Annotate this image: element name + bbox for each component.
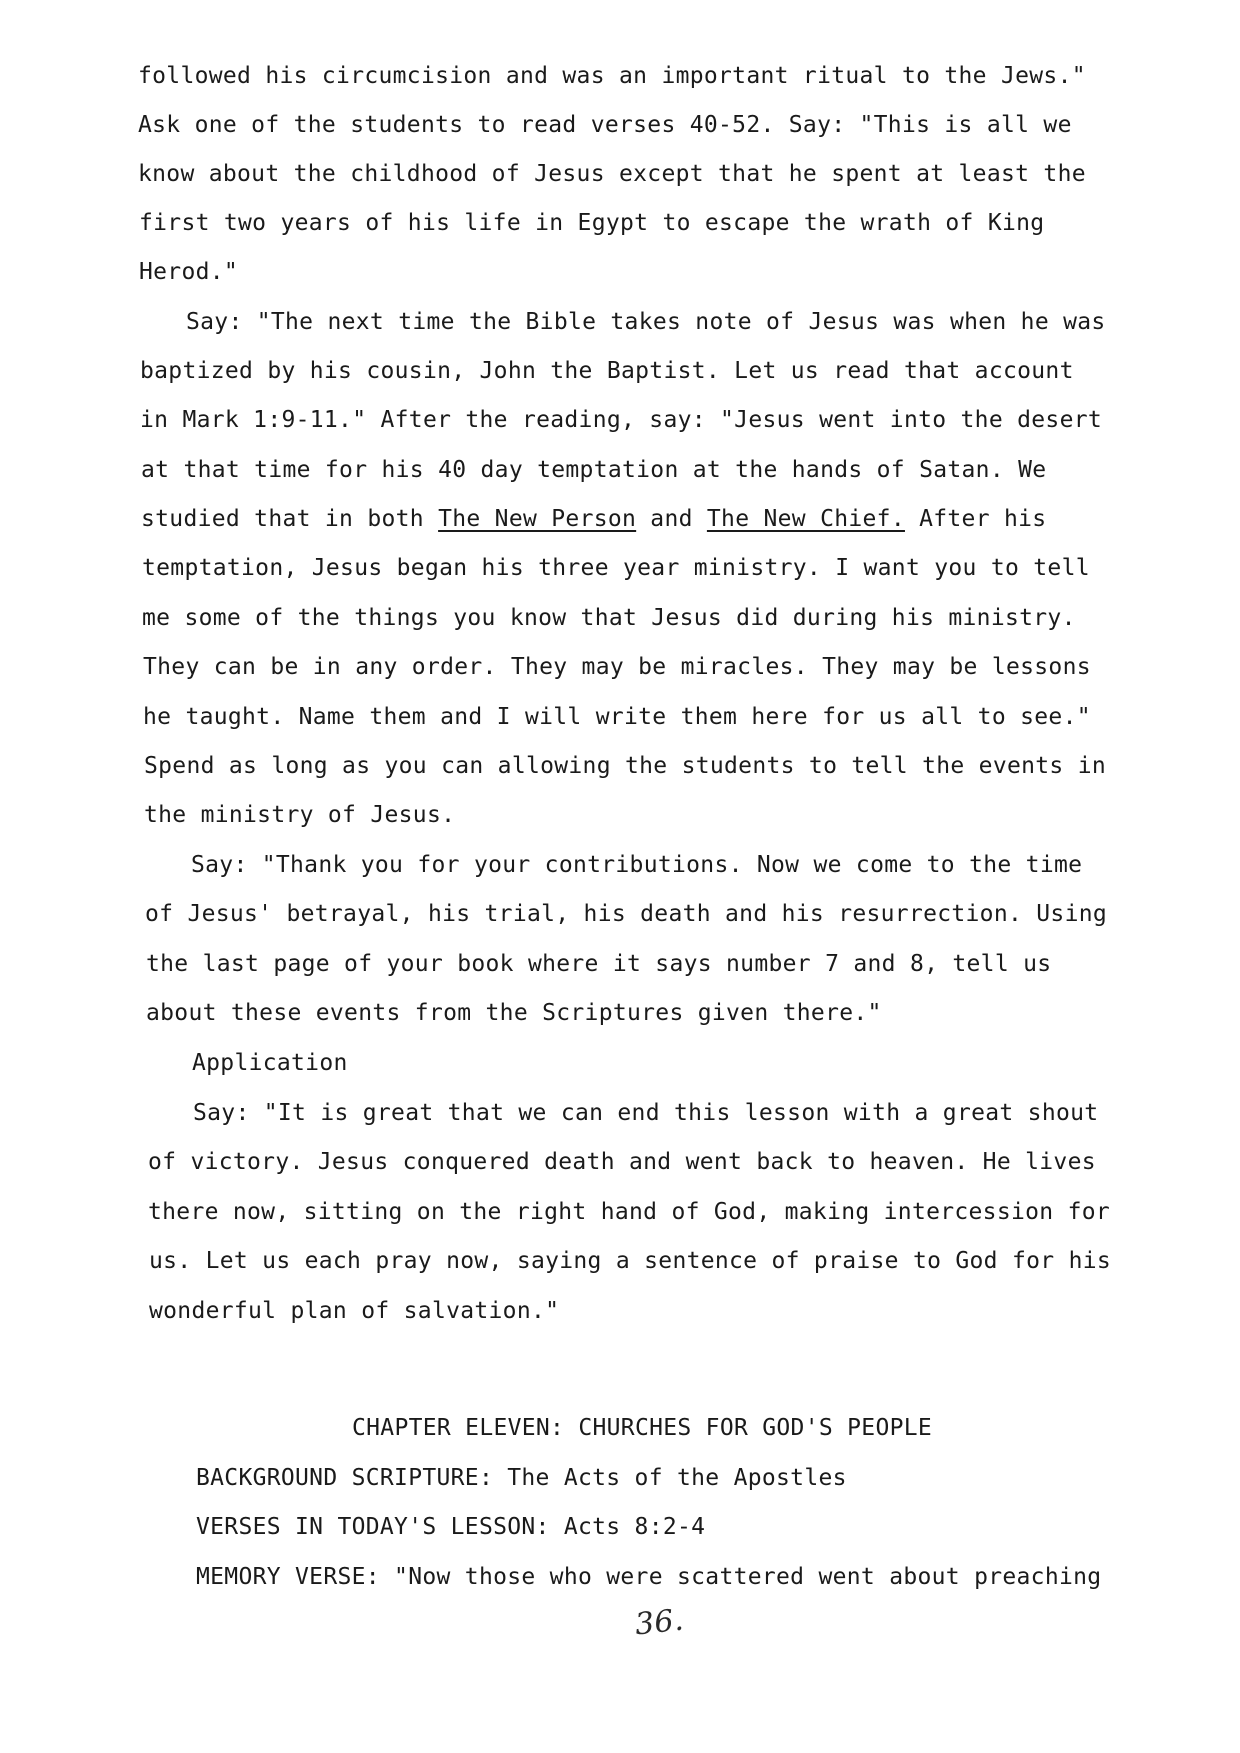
text-line: Ask one of the students to read verses 40-52. Say: "This is all we — [138, 112, 1072, 138]
background-scripture: BACKGROUND SCRIPTURE: The Acts of the Apostles — [196, 1465, 847, 1491]
section-heading-application: Application — [192, 1050, 348, 1076]
text-line: in Mark 1:9-11." After the reading, say: "Jesus went into the desert — [140, 407, 1103, 433]
text-line: temptation, Jesus began his three year ministry. I want you to tell — [142, 555, 1090, 581]
text-line: at that time for his 40 day temptation at the hands of Satan. We — [141, 457, 1047, 483]
memory-verse: MEMORY VERSE: "Now those who were scattered went about preaching — [196, 1564, 1102, 1590]
text-line: me some of the things you know that Jesus did during his ministry. — [142, 605, 1076, 631]
text-segment: and — [636, 506, 707, 532]
text-line: the ministry of Jesus. — [144, 802, 456, 828]
text-line: of victory. Jesus conquered death and went back to heaven. He lives — [148, 1149, 1096, 1175]
text-line: Say: "Thank you for your contributions. Now we come to the time — [191, 852, 1083, 878]
text-line: Say: "It is great that we can end this lesson with a great shout — [193, 1100, 1099, 1126]
text-line: Herod." — [139, 259, 239, 285]
verses-in-lesson: VERSES IN TODAY'S LESSON: Acts 8:2-4 — [196, 1514, 706, 1540]
text-line: about these events from the Scriptures given there." — [146, 1000, 882, 1026]
text-line: of Jesus' betrayal, his trial, his death and his resurrection. Using — [145, 901, 1108, 927]
text-line: first two years of his life in Egypt to escape the wrath of King — [139, 210, 1045, 236]
text-line: us. Let us each pray now, saying a sentence of praise to God for his — [149, 1248, 1112, 1274]
text-line: Spend as long as you can allowing the students to tell the events in — [144, 753, 1107, 779]
text-line: followed his circumcision and was an important ritual to the Jews." — [138, 63, 1086, 89]
text-line: he taught. Name them and I will write them here for us all to see." — [143, 704, 1091, 730]
text-line: Say: "The next time the Bible takes note of Jesus was when he was — [186, 309, 1106, 335]
text-line: baptized by his cousin, John the Baptist. Let us read that account — [140, 358, 1074, 384]
page-number: 36. — [633, 1602, 686, 1643]
text-line: know about the childhood of Jesus except that he spent at least the — [138, 161, 1086, 187]
text-segment: After his — [904, 506, 1047, 532]
text-line: wonderful plan of salvation." — [149, 1298, 560, 1324]
text-segment: studied that in both — [141, 506, 439, 532]
book-title-new-chief: The New Chief. — [706, 506, 905, 532]
text-line — [141, 505, 1046, 533]
book-title-new-person: The New Person — [438, 506, 637, 532]
text-line: They can be in any order. They may be miracles. They may be lessons — [143, 654, 1091, 680]
text-line: there now, sitting on the right hand of God, making intercession for — [148, 1199, 1111, 1225]
chapter-title: CHAPTER ELEVEN: CHURCHES FOR GOD'S PEOPLE — [352, 1415, 933, 1441]
text-line: the last page of your book where it says number 7 and 8, tell us — [146, 951, 1052, 977]
